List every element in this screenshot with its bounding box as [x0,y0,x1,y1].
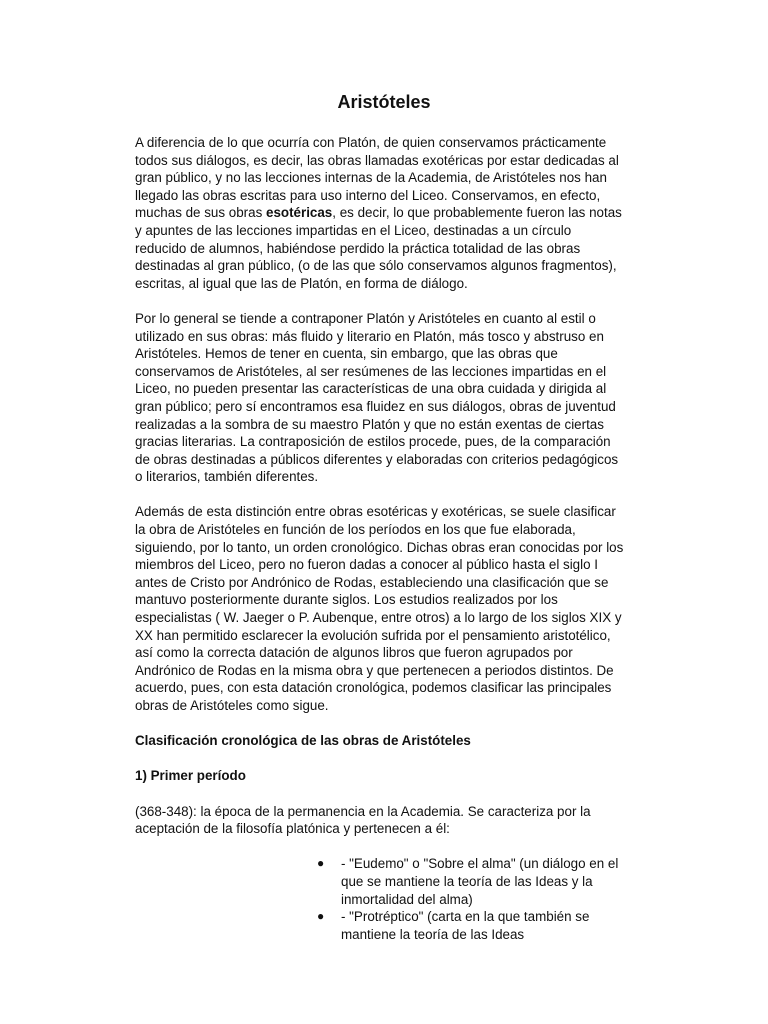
list-item-text: - "Eudemo" o "Sobre el alma" (un diálogo en el que se mantiene la teoría de las Ideas y la inmortalidad del alma) [341,856,619,907]
paragraph-intro-text-after: , es decir, lo que probablemente fueron las notas y apuntes de las lecciones impartidas en el Liceo, destinadas a un círculo reducido de alumnos, habiéndose perdido la práctica totalidad de las obras destinadas al gran público, (o de las que sólo conservamos algunos fragmentos), escritas, al igual que las de Platón, en forma de diálogo. [135,205,622,291]
list-item [317,855,625,908]
paragraph-intro-text-before: A diferencia de lo que ocurría con Platón, de quien conservamos prácticamente todos sus diálogos, es decir, las obras llamadas exotéricas por estar dedicadas al gran público, y no las lecciones internas de la Academia, de Aristóteles nos han llegado las obras escritas para uso interno del Liceo. Conservamos, en efecto, muchas de sus obras [135,135,619,221]
subsection-heading: 1) Primer período [135,768,246,784]
works-list [135,855,625,943]
list-item-text: - "Protréptico" (carta en la que también se mantiene la teoría de las Ideas [341,909,590,942]
paragraph-style-comparison: Por lo general se tiende a contraponer Platón y Aristóteles en cuanto al estil o utilizado en sus obras: más fluido y literario en Platón, más tosco y abstruso en Aristóteles. Hemos de tener en cuenta, sin embargo, que las obras que conservamos de Aristóteles, al ser resúmenes de las lecciones impartidas en el Liceo, no pueden presentar las características de una obra cuidada y dirigida al gran público; pero sí encontramos esa fluidez en sus diálogos, obras de juventud realizadas a la sombra de su maestro Platón y que no están exentas de ciertas gracias literarias. La contraposición de estilos procede, pues, de la comparación de obras destinadas a públicos diferentes y elaboradas con criterios pedagógicos o literarios, también diferentes. [135,310,619,485]
document-body [135,134,625,943]
paragraph-intro [135,134,625,292]
period-intro: (368-348): la época de la permanencia en la Academia. Se caracteriza por la aceptación de la filosofía platónica y pertenecen a él: [135,803,591,837]
paragraph-chronological-classification: Además de esta distinción entre obras esotéricas y exotéricas, se suele clasificar la obra de Aristóteles en función de los períodos en los que fue elaborada, siguiendo, por lo tanto, un orden cronológico. Dichas obras eran conocidas por los miembros del Liceo, pero no fueron dadas a conocer al público hasta el siglo I antes de Cristo por Andrónico de Rodas, estableciendo una clasificación que se mantuvo posteriormente durante siglos. Los estudios realizados por los especialistas ( W. Jaeger o P. Aubenque, entre otros) a lo largo de los siglos XIX y XX han permitido esclarecer la evolución sufrida por el pensamiento aristotélico, así como la correcta datación de algunos libros que fueron agrupados por Andrónico de Rodas en la misma obra y que pertenecen a periodos distintos. De acuerdo, pues, con esta datación cronológica, podemos clasificar las principales obras de Aristóteles como sigue. [135,504,624,713]
bullet-icon: ● [317,856,325,871]
bullet-icon: ● [317,909,325,924]
section-heading: Clasificación cronológica de las obras de Aristóteles [135,733,471,749]
page-title: Aristóteles [337,92,431,112]
list-item [317,908,625,943]
bold-term-esotericas: esotéricas [266,205,333,221]
